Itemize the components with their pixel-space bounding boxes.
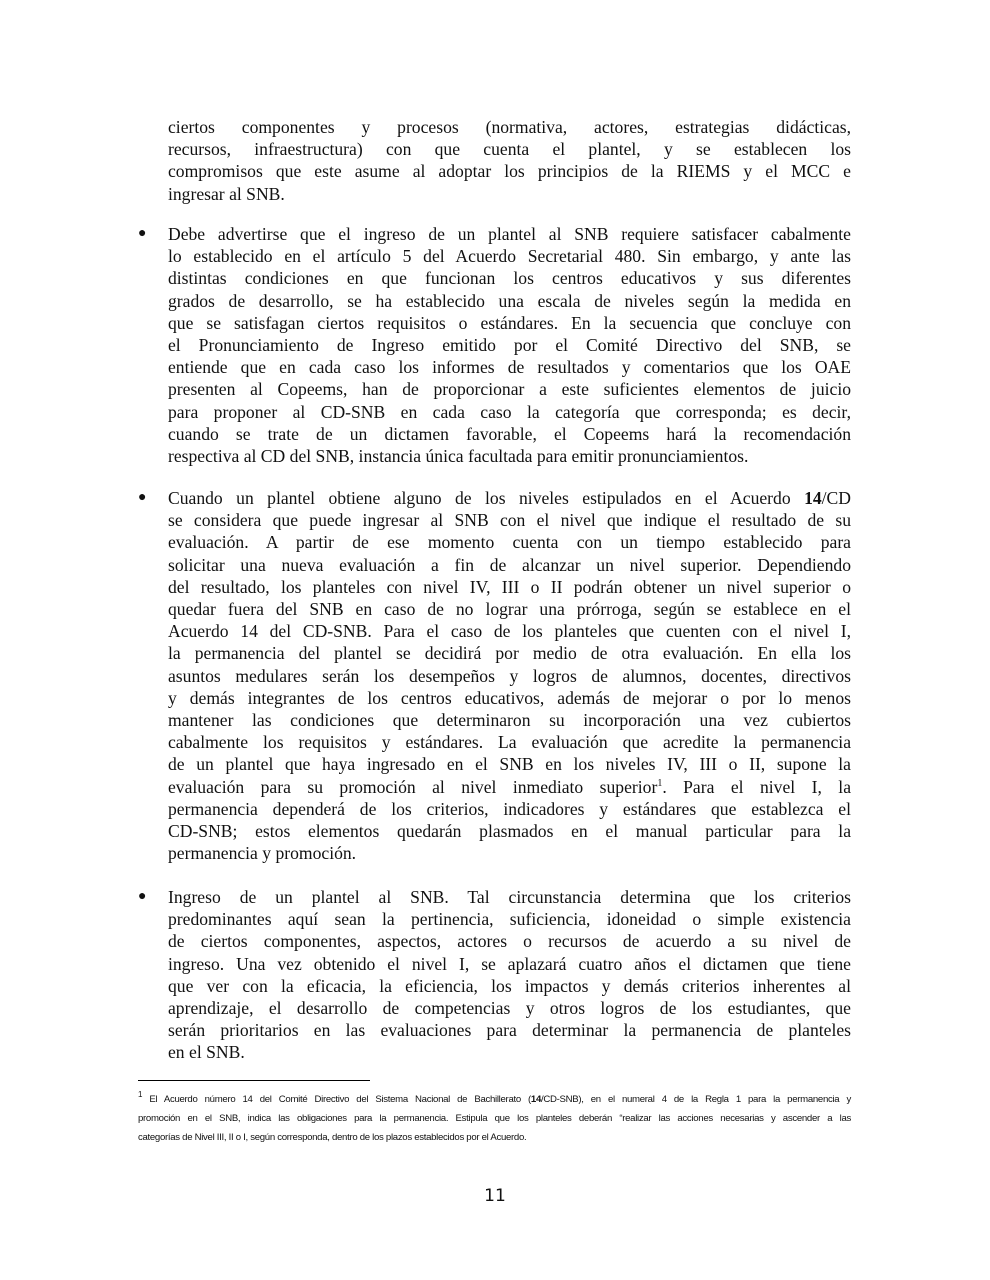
bullet-icon: ● [138, 226, 147, 241]
text-line: ingresar al SNB. [168, 183, 285, 204]
text-line: y demás integrantes de los centros educativos, además de mejorar o por lo menos [168, 687, 851, 708]
text-line: recursos, infraestructura) con que cuenta el plantel, y se establecen los [168, 139, 851, 160]
text-line: en el SNB. [168, 1042, 245, 1063]
text-line: Ingreso de un plantel al SNB. Tal circunstancia determina que los criterios [168, 887, 851, 907]
text-line: la permanencia del plantel se decidirá por medio de otra evaluación. En ella los [168, 643, 851, 664]
bullet-icon: ● [138, 889, 147, 904]
text-line: se considera que puede ingresar al SNB con el nivel que indique el resultado de su [168, 510, 851, 531]
text-segment: /CD [821, 488, 851, 508]
footnote-separator [138, 1080, 370, 1081]
text-line: Acuerdo 14 del CD-SNB. Para el caso de los planteles que cuenten con el nivel I, [168, 621, 851, 642]
text-line: grados de desarrollo, se ha establecido una escala de niveles según la medida en [168, 290, 851, 311]
text-segment: Cuando un plantel obtiene alguno de los niveles estipulados en el Acuerdo [168, 488, 805, 508]
text-segment: evaluación para su promoción al nivel inmediato superior [168, 776, 658, 797]
text-line: serán prioritarios en las evaluaciones para determinar la permanencia de planteles [168, 1020, 851, 1041]
text-line: compromisos que este asume al adoptar los principios de la RIEMS y el MCC e [168, 161, 851, 182]
bullet-item [138, 487, 851, 864]
text-line: ingreso. Una vez obtenido el nivel I, se aplazará cuatro años el dictamen que tiene [168, 953, 851, 974]
text-line: evaluación. A partir de ese momento cuenta con un tiempo establecido para [168, 532, 851, 553]
text-line: de ciertos componentes, aspectos, actores o recursos de acuerdo a su nivel de [168, 931, 851, 952]
text-line: CD-SNB; estos elementos quedarán plasmados en el manual particular para la [168, 821, 851, 842]
text-line: de un plantel que haya ingresado en el SNB en los niveles IV, III o II, supone la [168, 754, 851, 775]
text-line: categorías de Nivel III, II o I, según corresponda, dentro de los plazos establecidos por el Acuerdo. [138, 1132, 527, 1143]
text-line: solicitar una nueva evaluación a fin de alcanzar un nivel superior. Dependiendo [168, 554, 851, 575]
text-line: permanencia dependerá de los criterios, indicadores y estándares que establezca el [168, 798, 851, 819]
text-line: predominantes aquí sean la pertinencia, suficiencia, idoneidad o simple existencia [168, 909, 851, 930]
text-line: respectiva al CD del SNB, instancia única facultada para emitir pronunciamientos. [168, 446, 749, 467]
text-segment: . Para el nivel I, la [662, 776, 851, 797]
text-line: asuntos medulares serán los desempeños y logros de alumnos, docentes, directivos [168, 665, 851, 686]
text-line: mantener las condiciones que determinaron su incorporación una vez cubiertos [168, 710, 851, 731]
text-line: entiende que en cada caso los informes de resultados y comentarios que los OAE [168, 357, 851, 378]
bold-text: 14 [804, 488, 822, 508]
text-line: aprendizaje, el desarrollo de competencias y otros logros de los estudiantes, que [168, 998, 851, 1019]
text-line [168, 776, 851, 798]
page-number: 11 [484, 1186, 506, 1206]
text-line: del resultado, los planteles con nivel IV, III o II podrán obtener un nivel superior o [168, 576, 851, 597]
text-line: Debe advertirse que el ingreso de un plantel al SNB requiere satisfacer cabalmente [168, 224, 851, 244]
footnote-marker: 1 [138, 1090, 143, 1099]
text-line: para proponer al CD-SNB en cada caso la categoría que corresponda; es decir, [168, 401, 851, 422]
bullet-icon: ● [138, 490, 147, 505]
text-line: que se satisfagan ciertos requisitos o estándares. En la secuencia que concluye con [168, 312, 851, 333]
text-line: cabalmente los requisitos y estándares. La evaluación que acredite la permanencia [168, 732, 851, 753]
text-line: quedar fuera del SNB en caso de no lograr una prórroga, según se establece en el [168, 599, 851, 620]
text-line: promoción en el SNB, indica las obligaciones para la permanencia. Estipula que los planteles deberán “realizar las acciones necesarias y ascender a las [138, 1113, 851, 1124]
text-line: distintas condiciones en que funcionan los centros educativos y sus diferentes [168, 268, 851, 289]
text-line: presenten al Copeems, han de proporcionar a este suficientes elementos de juicio [168, 379, 851, 400]
bold-text: 14 [530, 1094, 541, 1105]
paragraph [168, 116, 851, 205]
text-line: que ver con la eficacia, la eficiencia, los impactos y demás criterios inherentes al [168, 975, 851, 996]
bullet-item [138, 886, 851, 1064]
text-line [168, 487, 851, 509]
text-line [138, 1090, 851, 1109]
text-segment: El Acuerdo número 14 del Comité Directivo del Sistema Nacional de Bachillerato ( [149, 1094, 531, 1105]
text-line: el Pronunciamiento de Ingreso emitido por el Comité Directivo del SNB, se [168, 335, 851, 356]
text-line: permanencia y promoción. [168, 843, 357, 864]
text-segment: /CD-SNB), en el numeral 4 de la Regla 1 para la permanencia y [541, 1094, 851, 1105]
bullet-item [138, 223, 851, 467]
text-line: cuando se trate de un dictamen favorable, el Copeems hará la recomendación [168, 423, 851, 444]
footnote [138, 1090, 851, 1147]
text-line: ciertos componentes y procesos (normativa, actores, estrategias didácticas, [168, 117, 851, 137]
text-line: lo establecido en el artículo 5 del Acuerdo Secretarial 480. Sin embargo, y ante las [168, 246, 851, 267]
footnote-reference: 1 [657, 777, 663, 789]
